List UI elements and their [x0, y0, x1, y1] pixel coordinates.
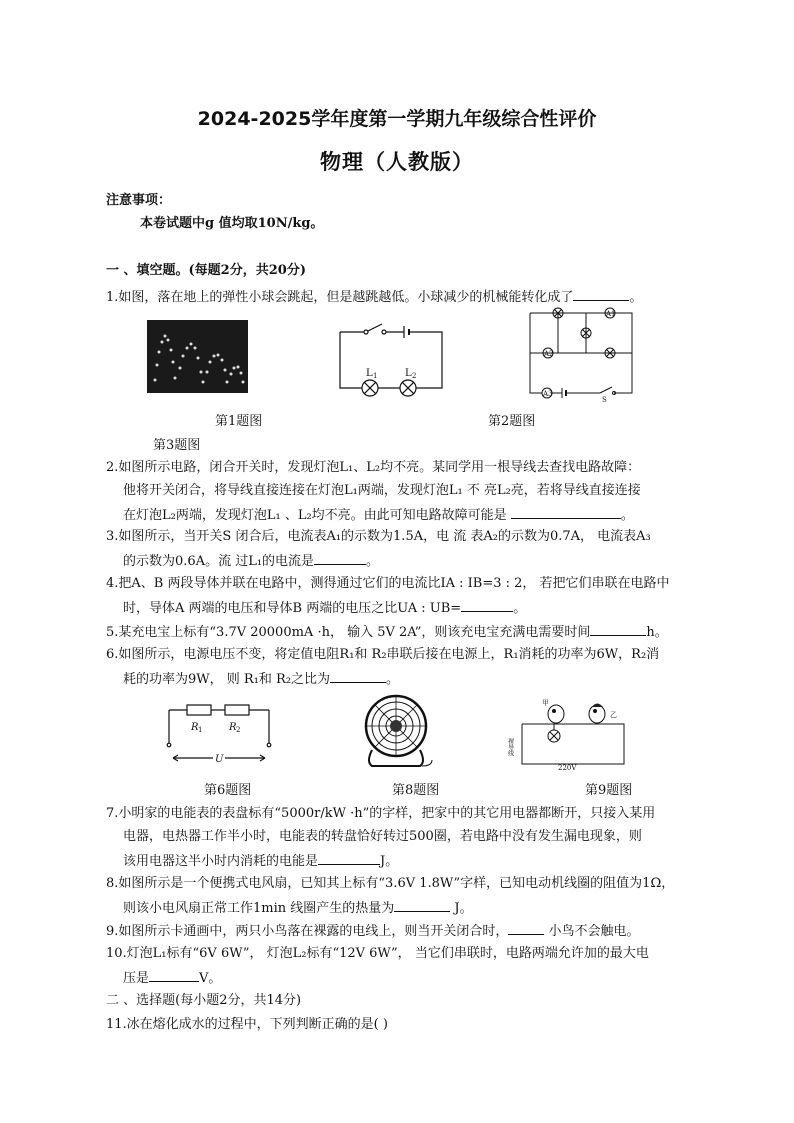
caption-fig6: 第6题图	[204, 783, 252, 798]
answer-blank[interactable]	[461, 598, 513, 612]
label-L1: L	[366, 368, 373, 379]
punct: 。	[366, 554, 380, 569]
question-1	[106, 287, 642, 307]
answer-blank[interactable]	[590, 622, 646, 636]
caption-fig8: 第8题图	[392, 783, 440, 798]
label-L2-sub: 2	[412, 372, 417, 380]
label-R2-sub: 2	[236, 726, 241, 734]
punct: 。	[386, 672, 400, 687]
circuit-figure-3	[528, 308, 638, 403]
answer-blank[interactable]	[394, 898, 450, 912]
label-U: U	[215, 754, 224, 765]
label-A2: A2	[544, 350, 554, 358]
question-2-line3	[123, 505, 634, 525]
label-R2: R	[229, 722, 237, 733]
bouncing-ball-photo	[147, 320, 248, 393]
label-L1-sub: 1	[373, 372, 378, 380]
question-7-line1: 7.小明家的电能表的表盘标有“5000r/kW ·h”的字样，把家中的其它用电器都断开，只接入某用	[106, 806, 656, 821]
question-2-text: 在灯泡L₂两端，发现灯泡L₁ 、L₂均不亮。由此可知电路故障可能是	[123, 508, 507, 523]
notice-text: 本卷试题中g 值均取10N/kg。	[140, 216, 324, 231]
question-4-text: 时，导体A 两端的电压和导体B 两端的电压之比UA : UB=	[123, 601, 462, 616]
page-title: 2024-2025学年度第一学期九年级综合性评价	[197, 108, 597, 130]
label-220V: 220V	[558, 764, 577, 772]
section-fill-blank: 一 、填空题。(每题2分，共20分)	[106, 263, 306, 278]
label-A1: A1	[606, 310, 616, 318]
label-wire: 裸导线	[506, 738, 514, 756]
answer-blank[interactable]	[508, 921, 544, 935]
question-10-text: 压是	[123, 971, 150, 986]
punct: 。	[513, 601, 527, 616]
question-8-line1: 8.如图所示是一个便携式电风扇，已知其上标有“3.6V 1.8W”字样，已知电动机线圈的阻值为1Ω，	[106, 876, 675, 891]
question-8-line2	[123, 898, 473, 918]
question-3-line2	[123, 551, 379, 571]
question-9-text: 9.如图所示卡通画中，两只小鸟落在裸露的电线上，则当开关闭合时，	[106, 924, 509, 939]
caption-fig3: 第3题图	[153, 438, 201, 453]
section-multiple-choice: 二 、选择题(每小题2分，共14分)	[106, 993, 302, 1008]
caption-fig1: 第1题图	[215, 414, 263, 429]
punct: 。	[620, 508, 634, 523]
question-7-line3	[123, 851, 398, 871]
question-2-line2: 他将开关闭合，将导线直接连接在灯泡L₁两端，发现灯泡L₁ 不 亮L₂亮，若将导线直接连接	[123, 483, 641, 498]
punct: 。	[629, 290, 643, 305]
unit: J。	[380, 854, 399, 869]
label-A3: A3	[543, 390, 553, 398]
question-3-line1: 3.如图所示，当开关S 闭合后，电流表A₁的示数为1.5A，电 流 表A₂的示数为0.7A， 电流表A₃	[106, 529, 651, 544]
question-4-line1: 4.把A、B 两段导体并联在电路中，测得通过它们的电流比IA : IB=3 : 2， 若把它们串联在电路中	[106, 576, 670, 591]
question-6-line1: 6.如图所示，电源电压不变，将定值电阻R₁和 R₂串联后接在电源上，R₁消耗的功率为6W，R₂消	[106, 647, 660, 662]
caption-fig9: 第9题图	[585, 783, 633, 798]
birds-on-wire-figure	[508, 694, 628, 772]
answer-blank[interactable]	[318, 851, 380, 865]
label-yi: 乙	[610, 711, 617, 719]
circuit-figure-2	[336, 318, 446, 398]
question-7-text: 该用电器这半小时内消耗的电能是	[123, 854, 319, 869]
answer-blank[interactable]	[573, 287, 629, 301]
question-4-line2	[123, 598, 526, 618]
question-2-line1: 2.如图所示电路，闭合开关时，发现灯泡L₁、L₂均不亮。某同学用一根导线去查找电路故障：	[106, 460, 641, 475]
label-L2: L	[405, 368, 412, 379]
question-6-text: 耗的功率为9W， 则 R₁和 R₂之比为	[123, 672, 331, 687]
question-5	[106, 622, 668, 642]
label-R1-sub: 1	[198, 726, 203, 734]
answer-blank[interactable]	[149, 968, 199, 982]
question-10-line2	[123, 968, 221, 988]
unit: V。	[199, 971, 222, 986]
question-5-text: 5.某充电宝上标有“3.7V 20000mA ·h， 输入 5V 2A”，则该充电宝充满电需要时间	[106, 625, 591, 640]
question-10-line1: 10.灯泡L₁标有“6V 6W”， 灯泡L₂标有“12V 6W”， 当它们串联时，电路两端允许加的最大电	[106, 946, 649, 961]
unit: h。	[646, 625, 668, 640]
question-1-text: 1.如图，落在地上的弹性小球会跳起，但是越跳越低。小球减少的机械能转化成了	[106, 290, 574, 305]
question-3-text: 的示数为0.6A。流 过L₁的电流是	[123, 554, 315, 569]
label-S: S	[602, 396, 607, 404]
answer-blank[interactable]	[511, 505, 621, 519]
circuit-figure-6	[165, 700, 275, 772]
desk-fan-figure	[362, 692, 434, 772]
question-9-tail: 小鸟不会触电。	[544, 924, 640, 939]
caption-fig2: 第2题图	[488, 414, 536, 429]
label-jia: 甲	[542, 699, 549, 707]
unit: J。	[450, 901, 473, 916]
question-11: 11.冰在熔化成水的过程中，下列判断正确的是( )	[106, 1017, 388, 1032]
page-subtitle: 物理（人教版）	[320, 150, 474, 174]
answer-blank[interactable]	[330, 669, 386, 683]
notice-heading: 注意事项：	[106, 193, 172, 208]
label-R1: R	[191, 722, 199, 733]
question-9	[106, 921, 640, 941]
question-6-line2	[123, 669, 399, 689]
question-7-line2: 电器，电热器工作半小时，电能表的转盘恰好转过500圈，若电路中没有发生漏电现象，则	[123, 829, 642, 844]
answer-blank[interactable]	[314, 551, 366, 565]
question-8-text: 则该小电风扇正常工作1min 线圈产生的热量为	[123, 901, 395, 916]
